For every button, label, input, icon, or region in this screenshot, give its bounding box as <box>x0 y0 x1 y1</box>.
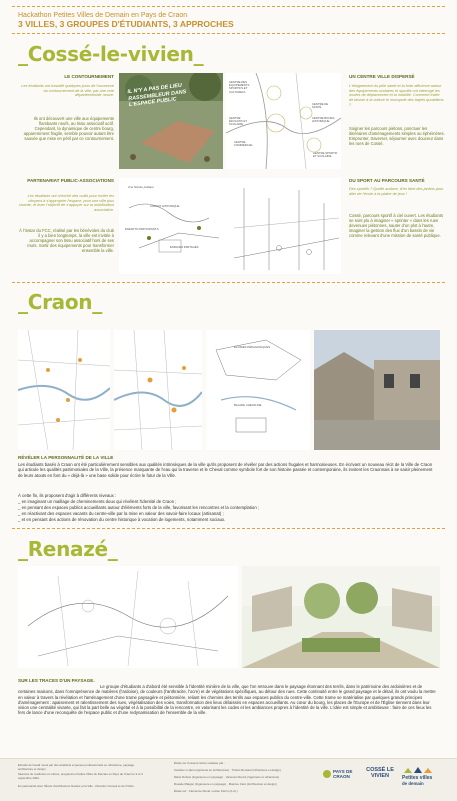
footer-note: Séances de restitution et culture, programme Petites Villes de Demain en Pays de Craon le 3 et 4 septembre 2022. <box>18 772 143 780</box>
poster-subtitle: 3 VILLES, 3 GROUPES D'ÉTUDIANTS, 3 APPROCHES <box>18 19 234 29</box>
petites-villes-logo: Petites villes de demain <box>402 765 446 795</box>
partenariat-text: À l'instar du FCC, réalisé par les bénévoles du club il y a bien longtemps, la ville est invitée à accompagner son tissu associatif hors de ses murs. Sortir des équipements pour transformer ensemble la ville. <box>19 228 114 254</box>
cosse-title: _Cossé-le-vivien_ <box>18 42 204 66</box>
pays-de-craon-logo: PAYS DE CRAON <box>322 767 358 793</box>
craon-map-1 <box>18 330 110 450</box>
craon-title: _Craon_ <box>18 290 102 314</box>
cosse-sketches <box>119 178 341 274</box>
craon-point: _ en imaginant un maillage de cheminements doux qui révèlent l'identité de Craon ; <box>18 499 177 504</box>
sketch-label: CIRCUIT HISTORIQUE <box>150 204 180 208</box>
event-kicker: Hackathon Petites Villes de Demain en Pays de Craon <box>18 12 188 19</box>
craon-lead: À cette fin, ils proposent d'agir à différents niveaux : <box>18 493 117 498</box>
centre-intro: L'éloignement du pôle santé et la forte affluence autour des équipements scolaires et sportifs ont interrogé les modes de déplacement et la mobilité. Comment éviter de laisser à la voiture le monopole des trajets quotidiens ? <box>349 84 444 107</box>
craon-point: _ en pensant des espaces publics accueillants autour d'éléments forts de la ville, favorisant les rencontres et la contemplation ; <box>18 505 260 510</box>
craon-paragraph: Les étudiants basés à Craon ont été particulièrement sensibles aux qualités intrinsèques de la ville qu'ils proposent de révéler par des actions frugales et harmonieuses. En écrivant un nouveau récit de la Ville de Craon qui articule les qualités patrimoniales de la Ville, la présence marquante de l'eau qui la traverse et le Cheval comme symbole fort de son histoire passée et contemporaine, ils invitent les Craonnais à se saisir pleinement de leurs atouts en font du « déjà-là » une base solide pour écrire le futur de la Ville. <box>18 462 433 478</box>
footer <box>0 758 457 801</box>
sport-intro: Des sportifs ? Quelle audace, d'en faire des jardins pour aller de l'école à la plaine de jeux ! <box>349 187 444 196</box>
map-label: CENTRE DES ÉQUIPEMENTS SPORTIFS ET CULTURELS <box>229 80 250 94</box>
craon-map-2 <box>114 330 202 450</box>
centre-text: Soigner les parcours piétons, ponctuer les itinéraires d'aménagements simples ou éphémères. Emprunter, traverser, séjourner avec douceur dans les rues de Cossé. <box>349 126 445 147</box>
craon-point: _ en réactivant des espaces vacants du centre-ville par la mise en valeur des savoir-faire locaux (artisanat) ; <box>18 511 224 516</box>
renaze-sketch <box>18 566 238 668</box>
sport-heading: DU SPORT AU PARCOURS SANTÉ <box>349 178 425 183</box>
renaze-heading: SUR LES TRACES D'UN PAYSAGE. <box>18 678 95 683</box>
section-divider <box>12 282 445 283</box>
credits: Étude sur Cossé-le-Vivien réalisée par : <box>174 761 225 765</box>
credits: Rosalie Maigret (Ingénieure en paysage) · Maxime Caré (Architecture et design) <box>174 782 277 786</box>
contournement-heading: LE CONTOURNEMENT <box>64 74 114 79</box>
photo-handwritten-caption: IL N'Y A PAS DE LIEU RASSEMBLEUR DANS L'ESPACE PUBLIC <box>127 82 187 109</box>
map-label: CENTRE SPORTIF ET SCOLAIRE <box>313 151 338 159</box>
centre-heading: UN CENTRE VILLE DISPERSÉ <box>349 74 415 79</box>
contournement-text: Ils ont découvert une ville aux équipements flambants neufs, au tissu associatif actif. Cependant, la dynamique de centre bourg, apparemment fragile, semble pouvoir autant être sauvée que mise en péril par ce contournement. <box>23 116 114 142</box>
section-divider <box>12 528 445 529</box>
sketch-label: BALADE CHEVALINE <box>234 403 262 407</box>
craon-point: _ et en pensant des actions de rénovation du centre historique à vocation de logements, notamment sociaux. <box>18 517 226 522</box>
footer-note: Extraits du travail mené par des étudiants et jeunes professionnels en urbanisme, paysage, architecture et design. <box>18 763 135 771</box>
map-label: CENTRE COMMERCIAL <box>234 140 253 148</box>
sketch-label: ESPACES PARTAGÉS <box>170 245 199 249</box>
top-divider <box>12 6 445 7</box>
map-label: CENTRE BOURG HISTORIQUE <box>312 116 335 124</box>
sketch-label: ENFANTS PARTICIPANTS <box>125 227 159 231</box>
cosse-logo: COSSÉ LE VIVIEN <box>366 767 394 779</box>
renaze-title: _Renazé_ <box>18 537 118 561</box>
renaze-perspective <box>242 566 440 668</box>
partenariat-heading: PARTENARIAT PUBLIC-ASSOCIATIONS <box>27 178 114 183</box>
partenariat-intro: Les étudiants ont cherché des outils pour inviter les citoyens à s'approprier l'espace, pour une ville plus vivante, et avec l'objectif de s'appuyer sur la mobilisation associative. <box>18 194 114 213</box>
map-label: CENTRE ÉDUCATIF ET SCOLAIRE <box>229 116 248 127</box>
footer-note: En partenariat avec l'École d'architecture Nantes et la Ville - Direction Conseil et de l'Ordre. <box>18 784 135 788</box>
map-label: CENTRE DE SANTÉ <box>312 102 329 110</box>
contournement-intro: Les étudiants ont travaillé quelques jours de l'ouverture du contournement de la ville, par une voie départementale neuve. <box>21 84 114 98</box>
craon-heading: RÉVÉLER LA PERSONNALITÉ DE LA VILLE <box>18 455 114 460</box>
houses-icon <box>402 765 446 774</box>
credits: Marie Dubois (Ingénieure en paysage) · Vanessa Durant (Ingénierie et urbanisme) <box>174 775 280 779</box>
renaze-paragraph: Le groupe d'étudiants a d'abord été sensible à l'identité minière de la ville, que l'on retrouve dans le paysage étonnant des terrils, dans le patrimoine des ardoisières et de certaines maisons, dans l'omniprésence de matières (l'ardoise), de couleurs (l'anthracite, l'ocre) et de végétations spécifiques, au détour des rues. Cette continuité entre le grand paysage et le détail, ils ont voulu la mettre en valeur à travers la révélation et l'aménagement d'une trame paysagère et piétonnière, reliant les chemins des terrils aux espaces publics du centre-ville. Cette trame se matérialise par quelques grands principes d'aménagement : apaisement et ralentissement des rues, végétalisation des voies, transformation des lieux délaissés en espaces accueillants. Au cœur du bourg, les places de l'Europe et de l'Église tiennent dans leur vision une centralité vivante, qui fait la part belle au végétal et à la possibilité de la rencontre, en valorisant les codes et les ambiances propres à l'identité de la ville. L'idée est simple et ambitieuse : faire de ces lieux les fers de lance d'une reconquête de l'espace public et d'une redynamisation de l'ensemble de la ville. <box>18 684 436 716</box>
leaf-icon <box>322 769 332 779</box>
sketch-label: ÉCURIES PÉDAGOGIQUES <box>234 345 271 349</box>
craon-photo <box>314 330 440 450</box>
credits: Étude sur : Clémence Duval, Lucien Perrin (A.Ar.) <box>174 789 238 793</box>
credits: Caroline Li (Eco-ingénierie en Architecture) · Tristan Roussel (Urbanisme et design) <box>174 768 281 772</box>
header-divider <box>12 33 445 34</box>
sport-text: Cossé, parcours sportif à ciel ouvert. Les étudiants se sont plu à imaginer « sprinter » dans les rues devenues piétonnes, sauter d'un plot à l'autre, imaginer la gestion des flux d'un bassin de vie comme relevant d'une mission de santé publique. <box>349 213 444 239</box>
sketch-label: Une histoire pudique <box>128 185 154 189</box>
